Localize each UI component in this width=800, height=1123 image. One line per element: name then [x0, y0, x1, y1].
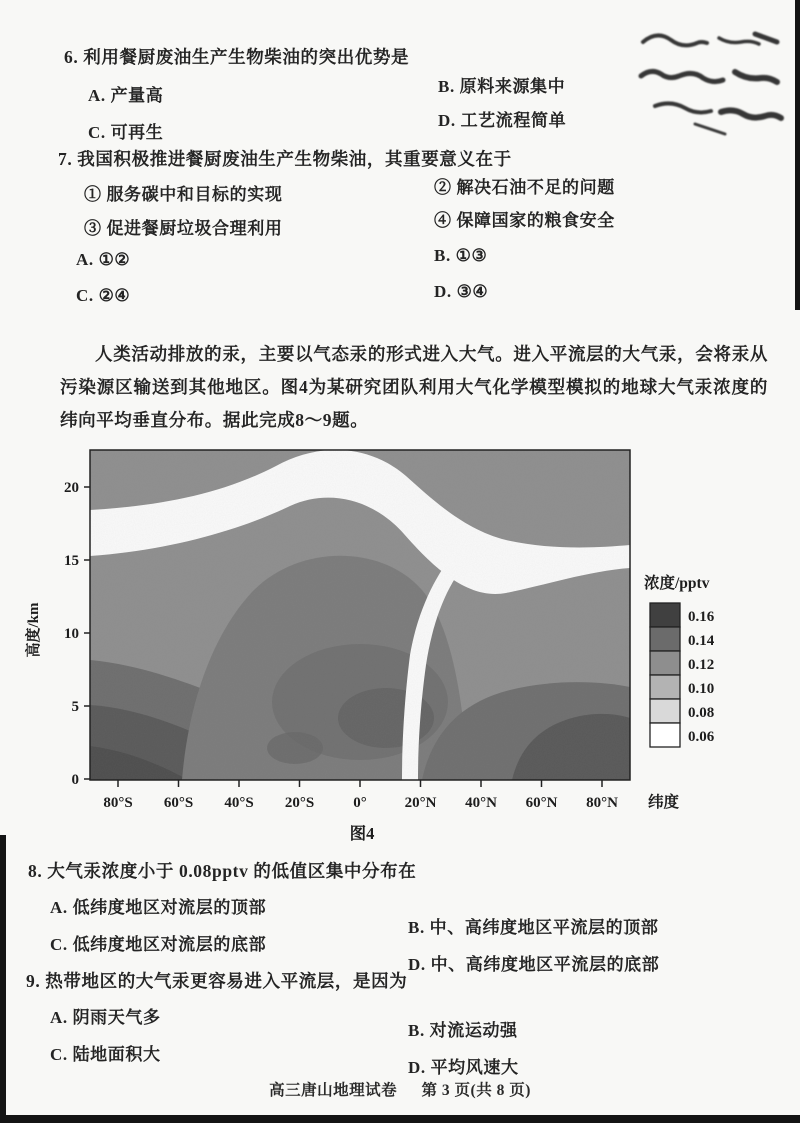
- legend-value-008: 0.08: [688, 705, 715, 721]
- legend-swatch-008: [650, 699, 680, 723]
- x-tick-80n: 80°N: [586, 795, 618, 811]
- x-tick-60s: 60°S: [163, 795, 194, 811]
- legend-values: [688, 609, 715, 745]
- q8-option-d: D. 中、高纬度地区平流层的底部: [408, 955, 660, 974]
- q6-stem: 6. 利用餐厨废油生产生物柴油的突出优势是: [64, 47, 410, 67]
- y-tick-15: 15: [64, 553, 79, 569]
- y-axis-tick-labels: [64, 480, 79, 788]
- q6-option-b: B. 原料来源集中: [438, 77, 566, 96]
- q7-stem: 7. 我国积极推进餐厨废油生产生物柴油，其重要意义在于: [58, 149, 512, 169]
- legend-swatch-012: [650, 651, 680, 675]
- material-paragraph: 人类活动排放的汞，主要以气态汞的形式进入大气。进入平流层的大气汞，会将汞从污染源区输送到其他地区。图4为某研究团队利用大气化学模型模拟的地球大气汞浓度的纬向平均垂直分布。据此完成8～9题。: [60, 344, 768, 430]
- q9-option-a: A. 阴雨天气多: [50, 1008, 161, 1027]
- x-axis-title: 纬度: [648, 794, 680, 811]
- scan-edge-left: [0, 835, 6, 1123]
- q7-item-3: ③ 促进餐厨垃圾合理利用: [84, 219, 283, 238]
- q8-option-a: A. 低纬度地区对流层的顶部: [50, 898, 267, 917]
- q8-option-b: B. 中、高纬度地区平流层的顶部: [408, 918, 659, 937]
- x-axis-ticks: [118, 780, 602, 787]
- scan-edge-bottom: [0, 1115, 800, 1123]
- legend-swatch-014: [650, 627, 680, 651]
- contour-plot: [24, 450, 680, 811]
- q9-stem: 9. 热带地区的大气汞更容易进入平流层，是因为: [26, 971, 408, 991]
- legend-value-012: 0.12: [688, 657, 715, 673]
- q7-option-d: D. ③④: [434, 282, 489, 301]
- y-axis-title: 高度/km: [26, 602, 42, 658]
- figure-4: [0, 435, 800, 850]
- y-tick-20: 20: [64, 480, 79, 496]
- footer-exam-title: 高三唐山地理试卷: [269, 1082, 398, 1099]
- scan-edge-right: [795, 0, 800, 310]
- legend-swatch-006: [650, 723, 680, 747]
- q8-stem: 8. 大气汞浓度小于 0.08pptv 的低值区集中分布在: [28, 861, 417, 881]
- q7-option-a: A. ①②: [76, 250, 131, 269]
- q9-option-d: D. 平均风速大: [408, 1058, 519, 1077]
- legend-swatches: [650, 603, 680, 747]
- q7-item-2: ② 解决石油不足的问题: [434, 178, 615, 197]
- q7-item-4: ④ 保障国家的粮食安全: [434, 211, 615, 230]
- q7-item-1: ① 服务碳中和目标的实现: [84, 185, 283, 204]
- x-tick-40s: 40°S: [224, 795, 254, 811]
- x-tick-0: 0°: [353, 795, 367, 811]
- q9-option-b: B. 对流运动强: [408, 1021, 518, 1040]
- x-tick-60n: 60°N: [525, 795, 558, 811]
- legend-swatch-016: [650, 603, 680, 627]
- x-tick-80s: 80°S: [103, 795, 133, 811]
- legend-value-010: 0.10: [688, 681, 715, 697]
- figure-caption: 图4: [349, 824, 375, 843]
- legend-title: 浓度/pptv: [644, 575, 710, 592]
- q6-option-a: A. 产量高: [88, 86, 164, 105]
- legend-swatch-010: [650, 675, 680, 699]
- legend-value-006: 0.06: [688, 729, 715, 745]
- y-axis-ticks: [84, 487, 90, 779]
- page-footer: [0, 1078, 800, 1100]
- y-tick-0: 0: [71, 772, 79, 788]
- q7-option-c: C. ②④: [76, 286, 131, 305]
- x-axis-tick-labels: [103, 795, 618, 811]
- q9-option-c: C. 陆地面积大: [50, 1045, 161, 1064]
- handwritten-marks: [635, 20, 795, 140]
- y-tick-10: 10: [64, 626, 79, 642]
- legend-value-016: 0.16: [688, 609, 715, 625]
- x-tick-20s: 20°S: [284, 795, 315, 811]
- q6-option-d: D. 工艺流程简单: [438, 111, 567, 130]
- x-tick-40n: 40°N: [465, 795, 497, 811]
- q6-option-c: C. 可再生: [88, 123, 164, 142]
- legend-value-014: 0.14: [688, 633, 715, 649]
- legend: [644, 573, 715, 747]
- y-tick-5: 5: [71, 699, 79, 715]
- footer-page-number: 第 3 页(共 8 页): [421, 1082, 531, 1099]
- x-tick-20n: 20°N: [404, 795, 437, 811]
- q7-option-b: B. ①③: [434, 246, 488, 265]
- q8-option-c: C. 低纬度地区对流层的底部: [50, 935, 267, 954]
